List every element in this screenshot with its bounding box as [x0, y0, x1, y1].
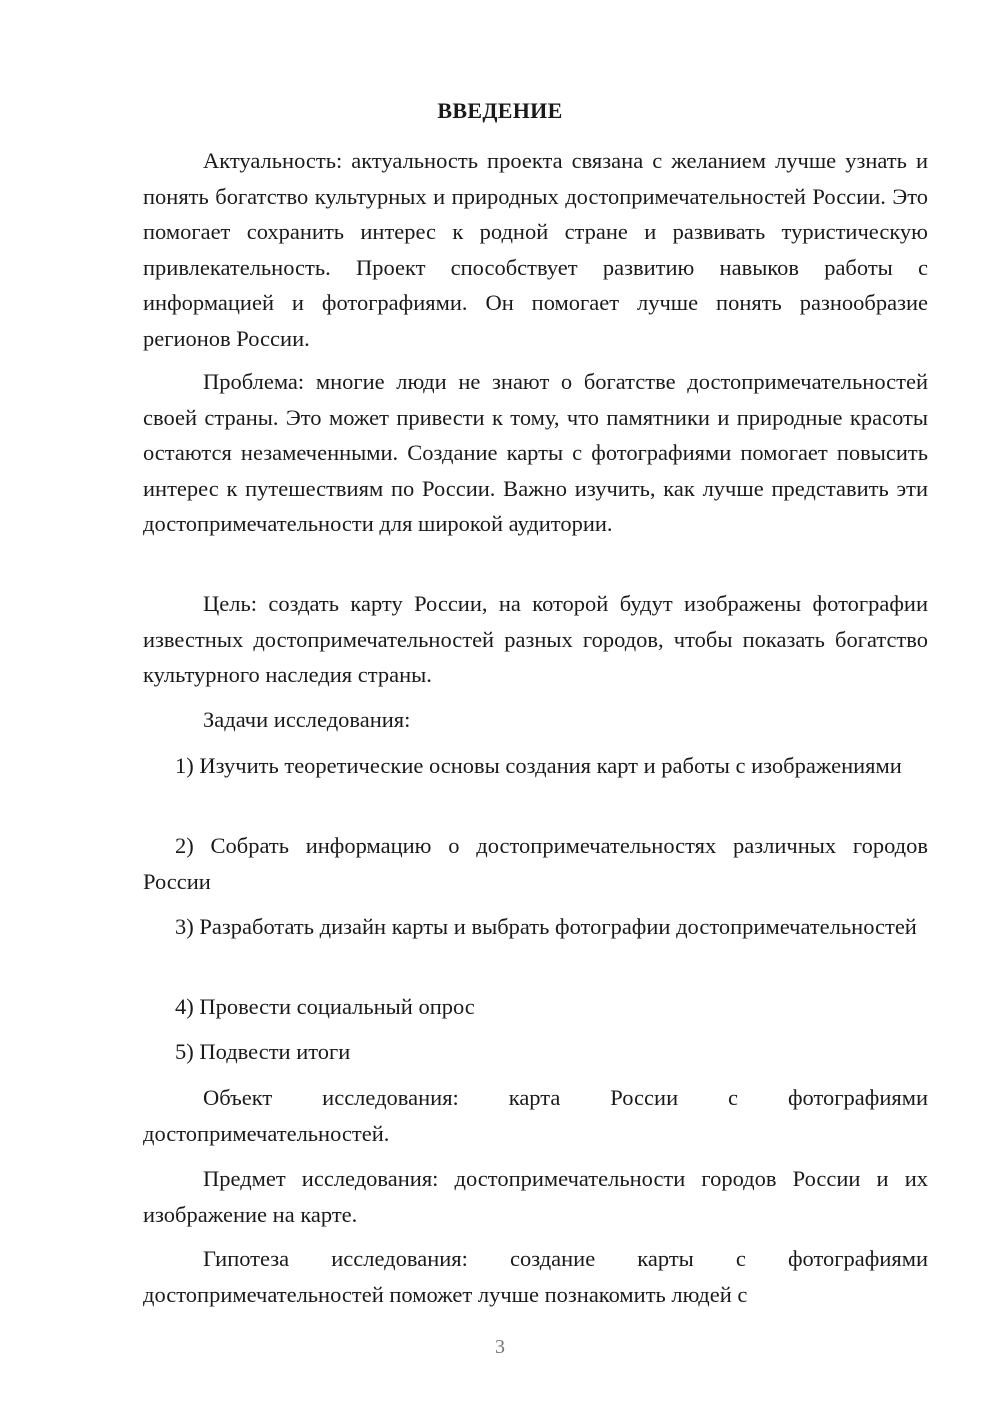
list-item: 3) Разработать дизайн карты и выбрать фотографии достопримечательностей: [175, 914, 917, 939]
tasks-heading: Задачи исследования:: [203, 707, 411, 732]
object-paragraph: Объект исследования: карта России с фотографиями достопримечательностей.: [143, 1085, 928, 1146]
goal-paragraph: Цель: создать карту России, на которой будут изображены фотографии известных достопримечательностей разных городов, чтобы показать богатство культурного наследия страны.: [143, 591, 928, 687]
page-title: ВВЕДЕНИЕ: [437, 98, 563, 123]
problem-paragraph: Проблема: многие люди не знают о богатстве достопримечательностей своей страны. Это может привести к тому, что памятники и природные красоты остаются незамеченными. Создание карты с фотографиями помогает повысить интерес к путешествиям по России. Важно изучить, как лучше представить эти достопримечательности для широкой аудитории.: [143, 369, 928, 536]
relevance-paragraph: Актуальность: актуальность проекта связана с желанием лучше узнать и понять богатство культурных и природных достопримечательностей России. Это помогает сохранить интерес к родной стране и развивать туристическую привлекательность. Проект способствует развитию навыков работы с информацией и фотографиями. Он помогает лучше понять разнообразие регионов России.: [143, 148, 928, 351]
subject-paragraph: Предмет исследования: достопримечательности городов России и их изображение на карте.: [143, 1166, 928, 1227]
hypothesis-paragraph: Гипотеза исследования: создание карты с фотографиями достопримечательностей поможет лучше познакомить людей с: [143, 1246, 928, 1307]
list-item: 2) Собрать информацию о достопримечательностях различных городов России: [143, 833, 928, 894]
list-item: 1) Изучить теоретические основы создания карт и работы с изображениями: [175, 753, 902, 778]
page-number: 3: [495, 1336, 505, 1358]
list-item: 5) Подвести итоги: [175, 1039, 351, 1064]
list-item: 4) Провести социальный опрос: [175, 994, 475, 1019]
